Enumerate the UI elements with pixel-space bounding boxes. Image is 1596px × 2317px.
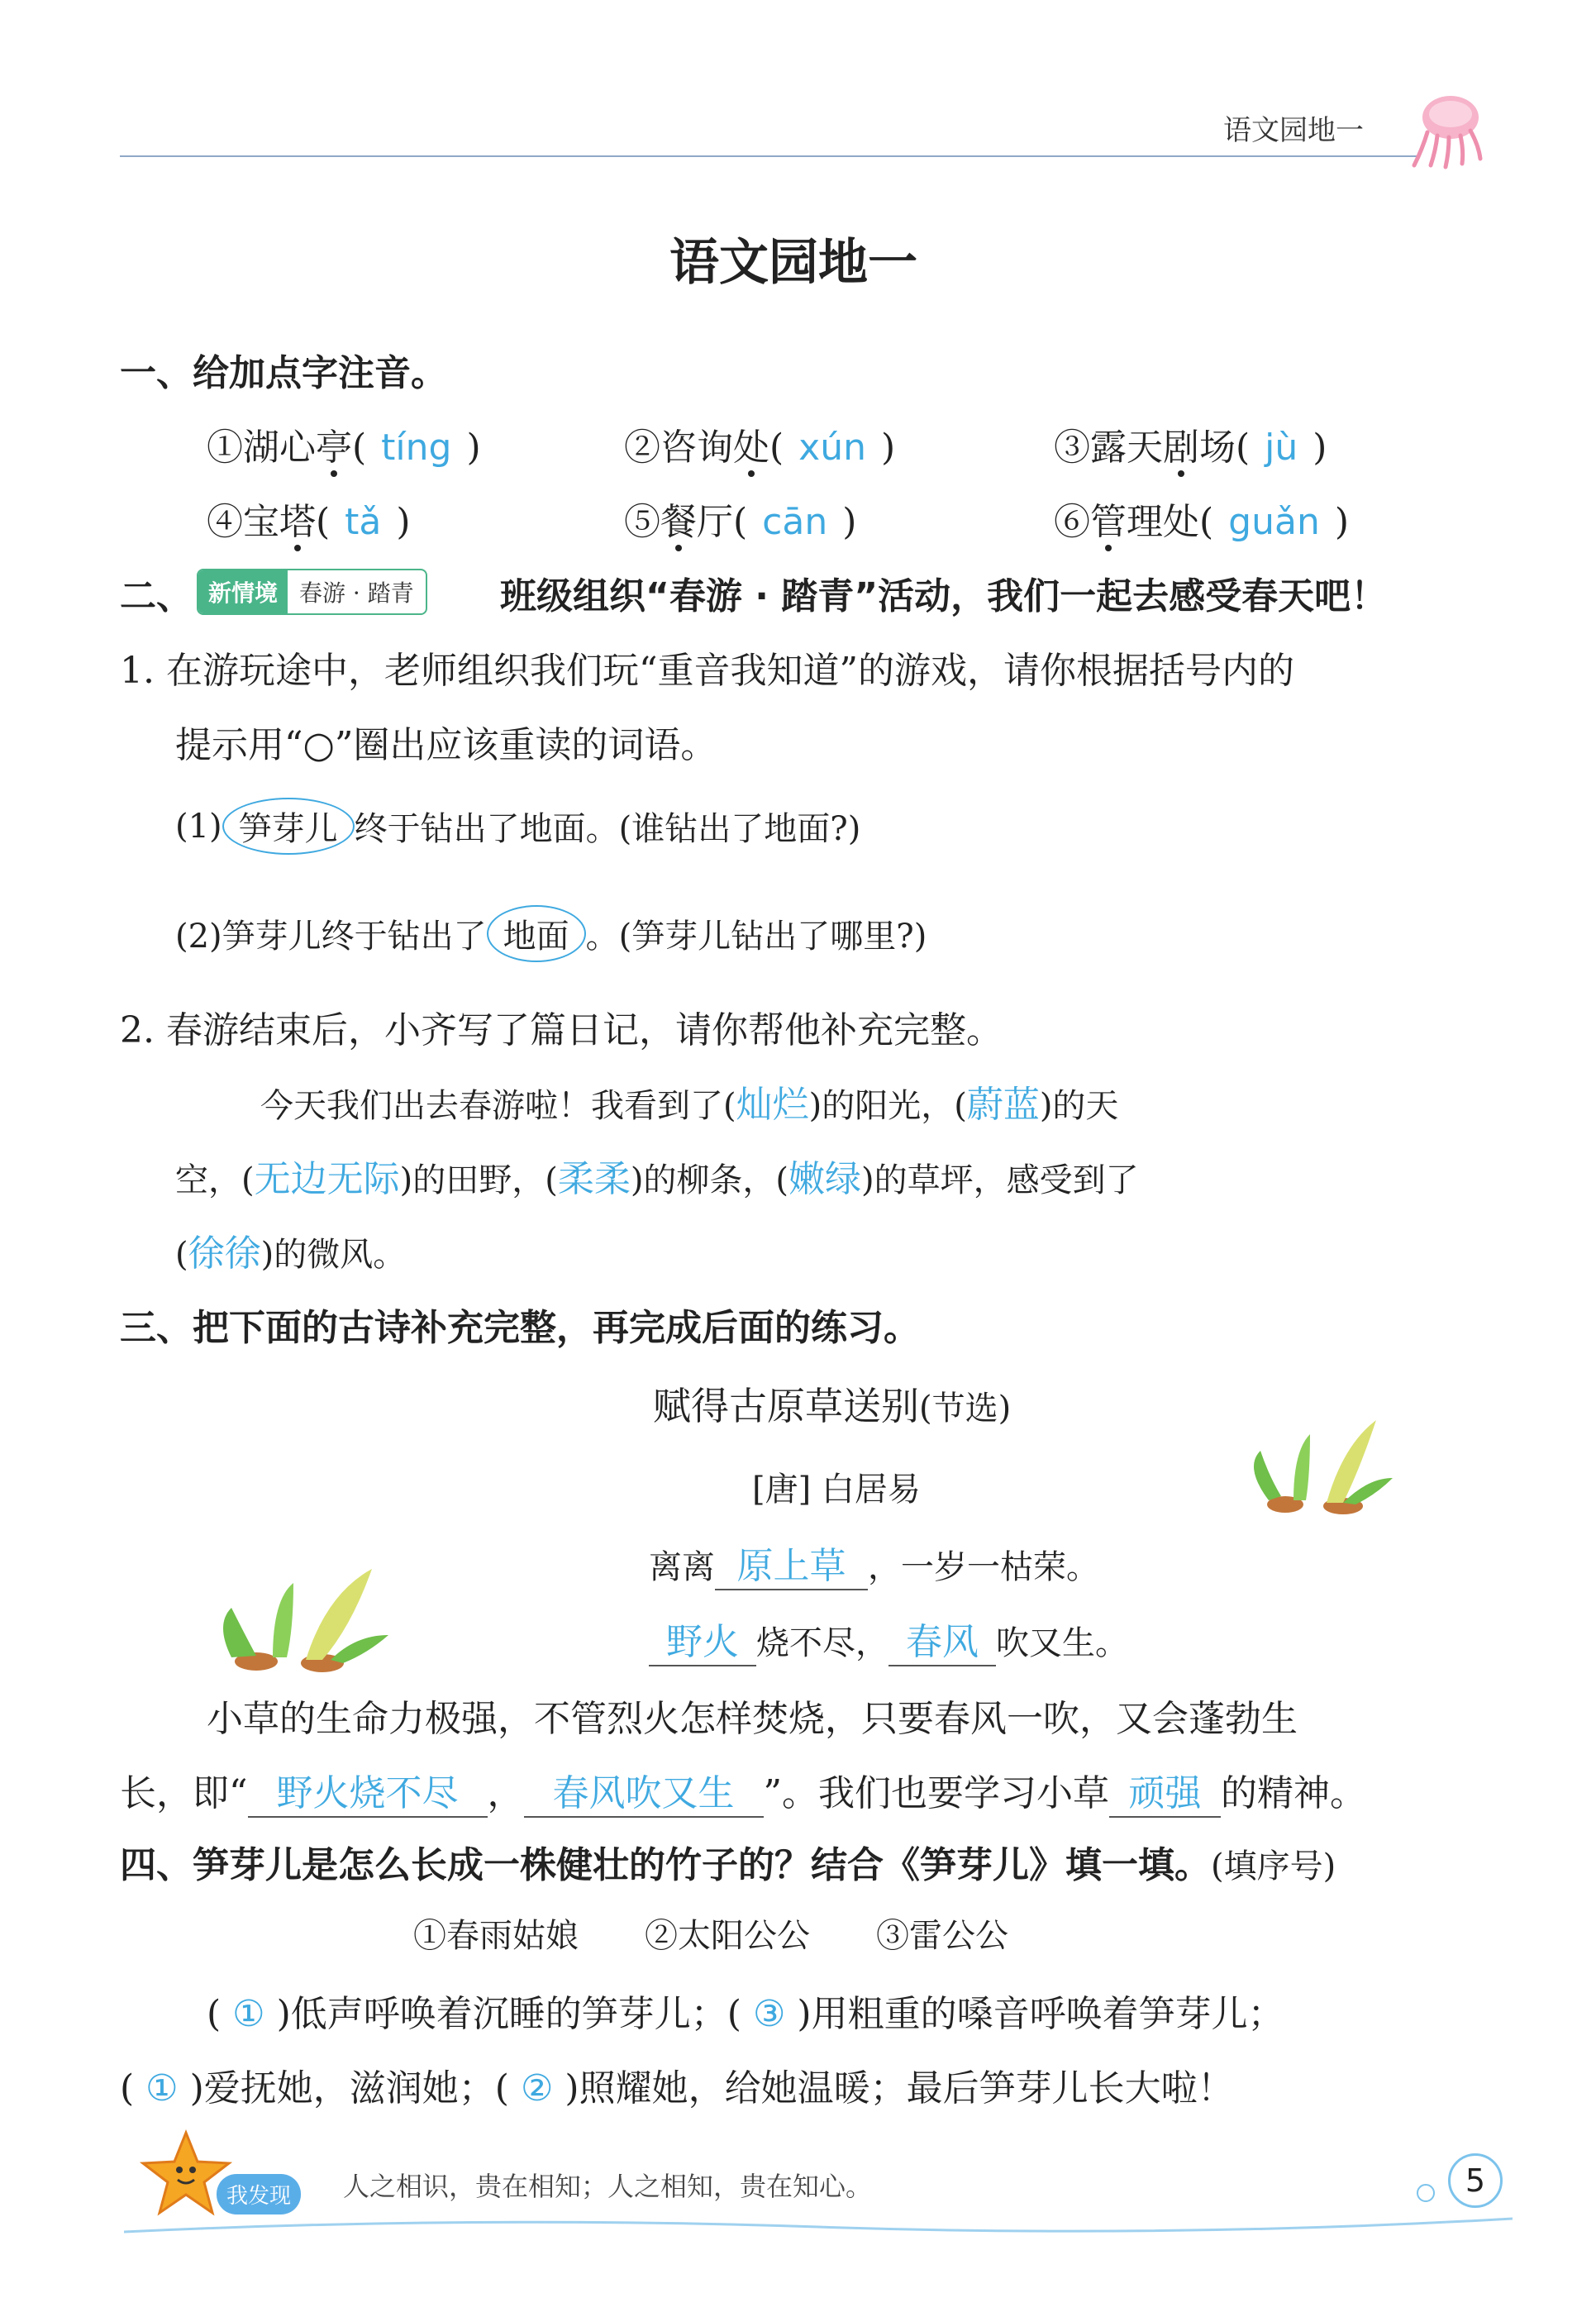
q1-heading: 一、给加点字注音。 [120,352,447,394]
scenario-badge-sub: 春游 · 踏青 [299,579,414,607]
diary-text: )的天 [1039,1087,1119,1125]
q2-heading: 班级组织“春游 · 踏青”活动，我们一起去感受春天吧！ [500,575,1388,617]
diary-text: )的微风。 [260,1236,407,1274]
q1-item-number: ⑤ [624,501,660,543]
q1-item-text: 场 [1199,427,1236,469]
diary-text: 今天我们出去春游啦！我看到了( [260,1087,736,1125]
q3-para-line2 [120,1763,1366,1818]
q1-dotted-char: 剧 [1163,427,1199,469]
q1-item [624,417,895,470]
q4-text: )照耀她，给她温暖；最后笋芽儿长大啦！ [565,2067,1234,2110]
q1-item [207,417,481,470]
diary-text: )的草坪，感受到了 [861,1161,1139,1199]
header-rule [120,155,1417,157]
poem-text: 离离 [649,1548,715,1586]
poem-answer: 春风 [889,1612,996,1666]
diary-text: )的柳条，( [630,1161,789,1199]
diary-text: )的阳光，( [808,1087,967,1125]
q4-text: )用粗重的嗓音呼唤着笋芽儿； [797,1993,1284,2035]
diary-text: 空，( [175,1161,255,1199]
q1-item-text: 理处 [1127,501,1199,543]
q1-item-text: 厅 [697,501,733,543]
q1-item [1054,492,1349,545]
page-number: 5 [1448,2153,1503,2208]
jellyfish-icon [1401,83,1492,174]
q1-item [207,492,411,545]
q1-item-number: ④ [207,501,243,543]
s1-circled-word: 笋芽儿 [222,798,355,855]
pinyin-answer: tíng [381,427,452,469]
paren: ( [733,501,748,543]
pinyin-answer: jù [1265,427,1298,469]
scenario-badge-label: 新情境 [198,569,288,615]
paren: ) [1334,501,1350,543]
answer: 无边无际 [254,1158,400,1200]
footer-quote: 人之相识，贵在相知；人之相知，贵在知心。 [343,2171,873,2202]
paren: ( [352,427,367,469]
q1-item-number: ⑥ [1054,501,1090,543]
para-text: ， [487,1772,524,1814]
q1-item-number: ③ [1054,427,1090,469]
diary-text: )的田野，( [399,1161,558,1199]
scenario-badge [197,569,427,615]
diary-line1 [260,1075,1118,1128]
q1-item [1054,417,1327,470]
page-title: 语文园地一 [669,234,917,292]
footer-badge: 我发现 [217,2174,301,2214]
paren: ) [1313,427,1327,469]
para-text: ”。我们也要学习小草 [763,1772,1109,1814]
q4-line2 [120,2058,1234,2111]
poem-note: (节选) [919,1390,1012,1428]
q4-answer: ① [232,1993,265,2035]
q1-item [624,492,856,545]
poem-author: [唐] 白居易 [752,1471,921,1509]
para-text: 的精神。 [1221,1772,1366,1814]
poem-title [653,1376,1011,1431]
para-answer: 顽强 [1109,1763,1221,1818]
poem-answer: 原上草 [715,1536,868,1590]
diary-text: ( [175,1236,188,1274]
q1-item-text: 咨询 [660,427,733,469]
page-number-bubble [1417,2184,1435,2202]
q2-sentence1 [175,798,860,855]
poem-line1 [649,1536,1099,1590]
q2-part1-line1: 1. 在游玩途中，老师组织我们玩“重音我知道”的游戏，请你根据括号内的 [120,650,1294,692]
s1-rest: 终于钻出了地面。(谁钻出了地面?) [354,810,861,848]
q4-answer: ③ [752,1993,786,2035]
q1-item-text: 露天 [1090,427,1163,469]
q4-line1 [207,1984,1284,2037]
pinyin-answer: cān [762,501,828,543]
para-answer: 野火烧不尽 [248,1763,488,1818]
poem-text: ，一岁一枯荣。 [868,1548,1099,1586]
q4-text: )低声呼唤着沉睡的笋芽儿；( [276,1993,741,2035]
q2-part2: 2. 春游结束后，小齐写了篇日记，请你帮他补充完整。 [120,1009,1003,1051]
para-text: 长，即“ [120,1772,248,1814]
q4-answer: ① [145,2067,179,2110]
s2-circled-word: 地面 [487,905,586,962]
pinyin-answer: xún [798,427,866,469]
q2-sentence2 [175,905,927,962]
s2-pre: (2)笋芽儿终于钻出了 [175,918,487,956]
s2-rest: 。(笋芽儿钻出了哪里?) [585,918,927,956]
q1-item-number: ① [207,427,243,469]
s1-num: (1) [175,807,222,846]
q1-dotted-char: 处 [733,427,769,469]
q1-dotted-char: 塔 [279,501,316,543]
diary-line2 [175,1149,1139,1202]
q4-options: ①春雨姑娘 ②太阳公公 ③雷公公 [413,1917,1008,1955]
answer: 灿烂 [736,1084,809,1126]
answer: 蔚蓝 [966,1084,1040,1126]
header-section-label: 语文园地一 [1223,114,1364,147]
q4-text: )爱抚她，滋润她；( [189,2067,509,2110]
q2-part1-line2: 提示用“○”圈出应该重读的词语。 [175,724,717,766]
q1-item-number: ② [624,427,660,469]
paren: ( [1199,501,1214,543]
q3-heading: 三、把下面的古诗补充完整，再完成后面的练习。 [120,1307,920,1349]
paren: ) [842,501,857,543]
q4-note: (填序号) [1211,1847,1336,1886]
q1-dotted-char: 管 [1090,501,1127,543]
q4-answer: ② [520,2067,554,2110]
q3-para-line1: 小草的生命力极强，不管烈火怎样焚烧，只要春风一吹，又会蓬勃生 [207,1698,1298,1740]
q1-dotted-char: 餐 [660,501,697,543]
grass-decoration-icon [207,1538,405,1678]
poem-title-text: 赋得古原草送别 [653,1384,919,1428]
q2-number: 二、 [120,575,193,617]
q4-heading-text: 四、笋芽儿是怎么长成一株健壮的竹子的？结合《笋芽儿》填一填。 [120,1844,1211,1886]
para-answer: 春风吹又生 [524,1763,764,1818]
paren: ( [1236,427,1251,469]
poem-text: 吹又生。 [996,1624,1128,1662]
grass-decoration-icon [1236,1389,1401,1521]
pinyin-answer: tǎ [345,501,382,543]
q1-item-text: 宝 [243,501,279,543]
q4-text: ( [207,1993,222,2035]
answer: 嫩绿 [788,1158,862,1200]
answer: 徐徐 [188,1232,261,1275]
paren: ( [769,427,784,469]
q1-dotted-char: 亭 [316,427,352,469]
paren: ) [880,427,896,469]
paren: ) [466,427,481,469]
poem-text: 烧不尽， [756,1624,889,1662]
pinyin-answer: guǎn [1228,501,1320,543]
paren: ) [396,501,411,543]
q4-text: ( [120,2067,135,2110]
answer: 柔柔 [557,1158,631,1200]
diary-line3 [175,1223,406,1276]
q4-heading [120,1835,1336,1888]
poem-answer: 野火 [649,1612,756,1666]
paren: ( [316,501,331,543]
q1-item-text: 湖心 [243,427,316,469]
footer-wave [124,2207,1513,2240]
poem-line2 [649,1612,1128,1666]
